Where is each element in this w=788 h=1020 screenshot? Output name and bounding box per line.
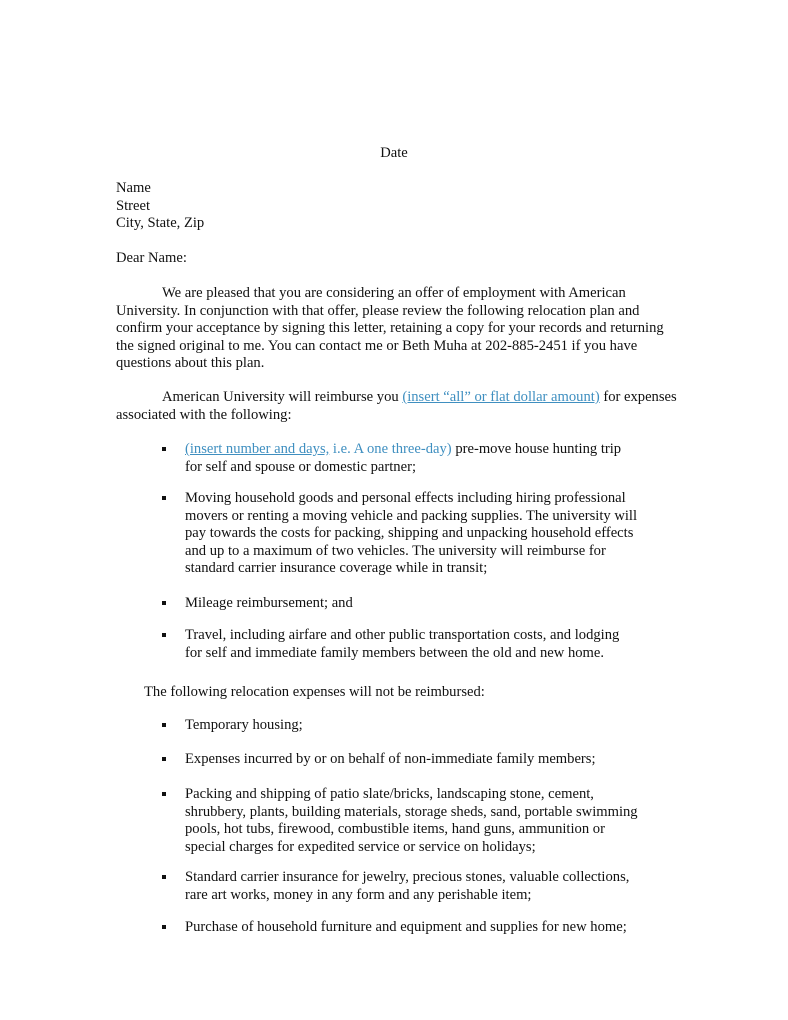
- list-item-text: [185, 751, 665, 769]
- bullet-icon: [162, 447, 166, 451]
- list-line: for self and immediate family members between the old and new home.: [185, 644, 605, 661]
- list-line: Temporary housing;: [185, 717, 303, 733]
- list-item-text: [185, 869, 665, 904]
- bullet-icon: [162, 875, 166, 879]
- list-line: Travel, including airfare and other public transportation costs, and lodging: [185, 627, 620, 643]
- paragraph-line: confirm your acceptance by signing this letter, retaining a copy for your records and returning: [116, 320, 664, 337]
- list-line: pools, hot tubs, firewood, combustible items, hand guns, ammunition or: [185, 821, 605, 838]
- text: for expenses: [599, 389, 677, 405]
- list-item-text: [185, 627, 665, 662]
- list-line: for self and spouse or domestic partner;: [185, 458, 416, 475]
- list-line: rare art works, money in any form and any perishable item;: [185, 886, 532, 903]
- date-line: Date: [380, 145, 408, 161]
- days-placeholder-link[interactable]: (insert number and days,: [185, 441, 330, 457]
- placeholder-text: i.e. A one three-day): [329, 441, 452, 457]
- list-line: Standard carrier insurance for jewelry, precious stones, valuable collections,: [185, 869, 630, 885]
- list-line: Packing and shipping of patio slate/bricks, landscaping stone, cement,: [185, 786, 594, 802]
- list-line: special charges for expedited service or service on holidays;: [185, 838, 536, 855]
- not-reimbursed-intro: The following relocation expenses will not be reimbursed:: [144, 684, 485, 700]
- paragraph-line: the signed original to me. You can contact me or Beth Muha at 202-885-2451 if you have: [116, 337, 638, 354]
- bullet-icon: [162, 757, 166, 761]
- list-item-text: [185, 595, 665, 613]
- text: American University will reimburse you: [162, 389, 403, 405]
- list-item-text: [185, 919, 665, 937]
- list-item-text: [185, 786, 665, 856]
- reimbursement-paragraph: [116, 389, 696, 424]
- list-line: pay towards the costs for packing, shipping and unpacking household effects: [185, 525, 634, 542]
- bullet-icon: [162, 792, 166, 796]
- list-line: Purchase of household furniture and equipment and supplies for new home;: [185, 919, 627, 935]
- recipient-address: [116, 180, 204, 233]
- bullet-icon: [162, 925, 166, 929]
- salutation: Dear Name:: [116, 250, 187, 266]
- list-item-text: [185, 441, 665, 476]
- list-line: Mileage reimbursement; and: [185, 595, 353, 611]
- paragraph-line: We are pleased that you are considering an offer of employment with American: [162, 285, 626, 301]
- bullet-icon: [162, 601, 166, 605]
- list-line: shrubbery, plants, building materials, storage sheds, sand, portable swimming: [185, 803, 638, 820]
- recipient-name: Name: [116, 180, 151, 196]
- bullet-icon: [162, 496, 166, 500]
- bullet-icon: [162, 633, 166, 637]
- list-line: [185, 441, 665, 459]
- recipient-city: City, State, Zip: [116, 215, 205, 232]
- paragraph-line: questions about this plan.: [116, 355, 265, 372]
- intro-paragraph: [116, 285, 696, 373]
- bullet-icon: [162, 723, 166, 727]
- list-line: Moving household goods and personal effects including hiring professional: [185, 490, 626, 506]
- list-line: and up to a maximum of two vehicles. The university will reimburse for: [185, 542, 606, 559]
- list-line: movers or renting a moving vehicle and packing supplies. The university will: [185, 507, 638, 524]
- amount-placeholder-link[interactable]: (insert “all” or flat dollar amount): [402, 389, 600, 405]
- paragraph-line: University. In conjunction with that offer, please review the following relocation plan and: [116, 302, 640, 319]
- list-item-text: [185, 717, 665, 735]
- recipient-street: Street: [116, 197, 151, 214]
- list-line: standard carrier insurance coverage while in transit;: [185, 560, 488, 577]
- paragraph-line: associated with the following:: [116, 406, 292, 423]
- text: pre-move house hunting trip: [451, 441, 622, 457]
- list-item-text: [185, 490, 665, 578]
- list-line: Expenses incurred by or on behalf of non-immediate family members;: [185, 751, 596, 767]
